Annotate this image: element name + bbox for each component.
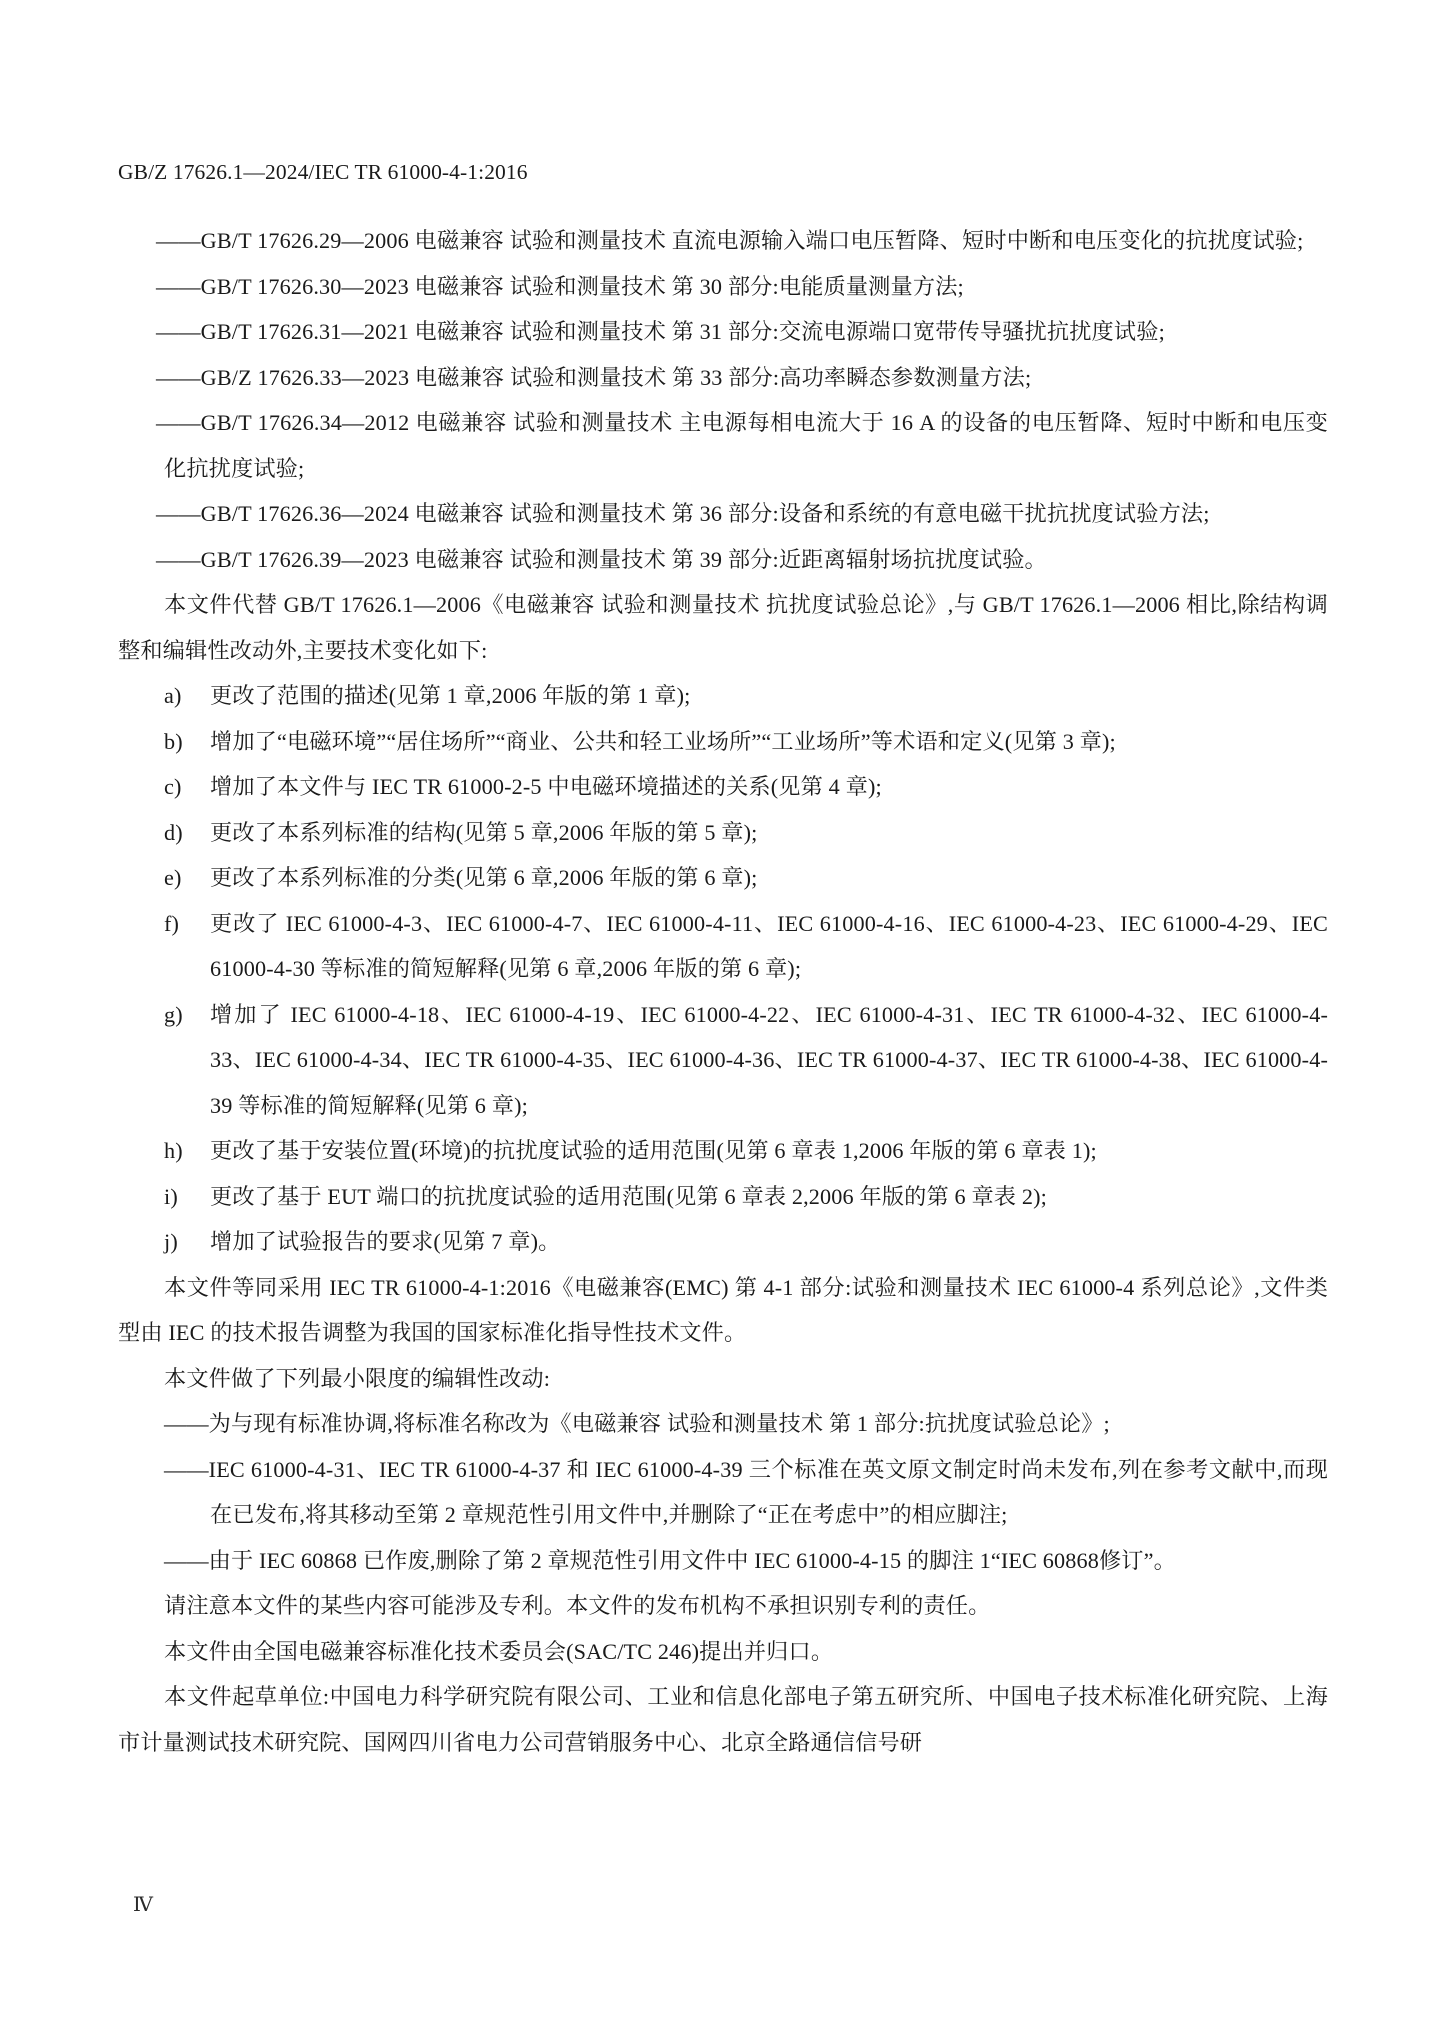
document-body (118, 218, 1328, 1765)
page-number: Ⅳ (133, 1894, 153, 1916)
technical-changes-list (118, 673, 1328, 1265)
list-marker: g) (164, 1001, 183, 1027)
list-marker: i) (164, 1183, 178, 1209)
list-item-text: 增加了试验报告的要求(见第 7 章)。 (210, 1229, 561, 1254)
committee-paragraph: 本文件由全国电磁兼容标准化技术委员会(SAC/TC 246)提出并归口。 (164, 1638, 834, 1664)
technical-change-item (118, 1174, 1328, 1220)
adoption-paragraph: 本文件等同采用 IEC TR 61000-4-1:2016《电磁兼容(EMC) 第 4-1 部分:试验和测量技术 IEC 61000-4 系列总论》,文件类型由 IEC 的技术报告调整为我国的国家标准化指导性技术文件。 (118, 1274, 1328, 1345)
normative-references-list (118, 218, 1328, 582)
list-item-text: 更改了本系列标准的分类(见第 6 章,2006 年版的第 6 章); (210, 865, 758, 890)
list-item-text: 更改了基于 EUT 端口的抗扰度试验的适用范围(见第 6 章表 2,2006 年版的第 6 章表 2); (210, 1183, 1047, 1209)
list-marker: j) (164, 1229, 178, 1254)
technical-change-item (118, 673, 1328, 719)
list-marker: e) (164, 865, 182, 890)
normative-reference-item: ——GB/T 17626.31—2021 电磁兼容 试验和测量技术 第 31 部分:交流电源端口宽带传导骚扰抗扰度试验; (156, 319, 1165, 344)
technical-change-item (118, 764, 1328, 810)
normative-reference-item: ——GB/T 17626.30—2023 电磁兼容 试验和测量技术 第 30 部分:电能质量测量方法; (156, 273, 964, 299)
normative-reference-item: ——GB/T 17626.39—2023 电磁兼容 试验和测量技术 第 39 部分:近距离辐射场抗扰度试验。 (156, 546, 1047, 572)
normative-reference-item: ——GB/T 17626.29—2006 电磁兼容 试验和测量技术 直流电源输入端口电压暂降、短时中断和电压变化的抗扰度试验; (156, 228, 1304, 253)
list-marker: f) (164, 910, 180, 936)
editorial-change-item: ——由于 IEC 60868 已作废,删除了第 2 章规范性引用文件中 IEC 61000-4-15 的脚注 1“IEC 60868修订”。 (164, 1547, 1176, 1573)
running-header: GB/Z 17626.1—2024/IEC TR 61000-4-1:2016 (118, 160, 528, 184)
editorial-change-item: ——IEC 61000-4-31、IEC TR 61000-4-37 和 IEC 61000-4-39 三个标准在英文原文制定时尚未发布,列在参考文献中,而现在已发布,将其移动至第 2 章规范性引用文件中,并删除了“正在考虑中”的相应脚注; (164, 1456, 1328, 1527)
editorial-changes-list (118, 1401, 1328, 1583)
list-item-text: 增加了“电磁环境”“居住场所”“商业、公共和轻工业场所”“工业场所”等术语和定义(见第 3 章); (210, 728, 1116, 754)
list-item-text: 更改了本系列标准的结构(见第 5 章,2006 年版的第 5 章); (210, 819, 758, 845)
list-marker: a) (164, 683, 182, 708)
drafting-organizations-paragraph: 本文件起草单位:中国电力科学研究院有限公司、工业和信息化部电子第五研究所、中国电子技术标准化研究院、上海市计量测试技术研究院、国网四川省电力公司营销服务中心、北京全路通信信号研 (118, 1684, 1328, 1755)
replacement-paragraph: 本文件代替 GB/T 17626.1—2006《电磁兼容 试验和测量技术 抗扰度试验总论》,与 GB/T 17626.1—2006 相比,除结构调整和编辑性改动外,主要技术变化如下: (118, 592, 1328, 663)
technical-change-item (118, 992, 1328, 1129)
list-marker: c) (164, 774, 182, 799)
list-item-text: 更改了 IEC 61000-4-3、IEC 61000-4-7、IEC 61000-4-11、IEC 61000-4-16、IEC 61000-4-23、IEC 61000-4-29、IEC 61000-4-30 等标准的简短解释(见第 6 章,2006 年版的第 6 章); (210, 910, 1328, 981)
list-marker: h) (164, 1138, 183, 1163)
technical-change-item (118, 810, 1328, 856)
technical-change-item (118, 1128, 1328, 1174)
list-marker: b) (164, 728, 183, 754)
list-item-text: 增加了本文件与 IEC TR 61000-2-5 中电磁环境描述的关系(见第 4 章); (210, 774, 882, 799)
normative-reference-item: ——GB/Z 17626.33—2023 电磁兼容 试验和测量技术 第 33 部分:高功率瞬态参数测量方法; (156, 364, 1032, 390)
technical-change-item (118, 719, 1328, 765)
normative-reference-item: ——GB/T 17626.36—2024 电磁兼容 试验和测量技术 第 36 部分:设备和系统的有意电磁干扰抗扰度试验方法; (156, 501, 1210, 526)
list-item-text: 更改了范围的描述(见第 1 章,2006 年版的第 1 章); (210, 683, 691, 708)
technical-change-item (118, 901, 1328, 992)
list-item-text: 增加了 IEC 61000-4-18、IEC 61000-4-19、IEC 61000-4-22、IEC 61000-4-31、IEC TR 61000-4-32、IEC 61000-4-33、IEC 61000-4-34、IEC TR 61000-4-35、IEC 61000-4-36、IEC TR 61000-4-37、IEC TR 61000-4-38、IEC 61000-4-39 等标准的简短解释(见第 6 章); (210, 1001, 1328, 1118)
technical-change-item (118, 1219, 1328, 1265)
editorial-change-item: ——为与现有标准协调,将标准名称改为《电磁兼容 试验和测量技术 第 1 部分:抗扰度试验总论》; (164, 1411, 1110, 1436)
patent-notice-paragraph: 请注意本文件的某些内容可能涉及专利。本文件的发布机构不承担识别专利的责任。 (164, 1593, 991, 1618)
list-marker: d) (164, 819, 183, 845)
technical-change-item (118, 855, 1328, 901)
closing-paragraphs (118, 1583, 1328, 1765)
normative-reference-item: ——GB/T 17626.34—2012 电磁兼容 试验和测量技术 主电源每相电流大于 16 A 的设备的电压暂降、短时中断和电压变化抗扰度试验; (156, 410, 1328, 481)
editorial-changes-intro: 本文件做了下列最小限度的编辑性改动: (164, 1365, 551, 1391)
list-item-text: 更改了基于安装位置(环境)的抗扰度试验的适用范围(见第 6 章表 1,2006 年版的第 6 章表 1); (210, 1138, 1097, 1163)
